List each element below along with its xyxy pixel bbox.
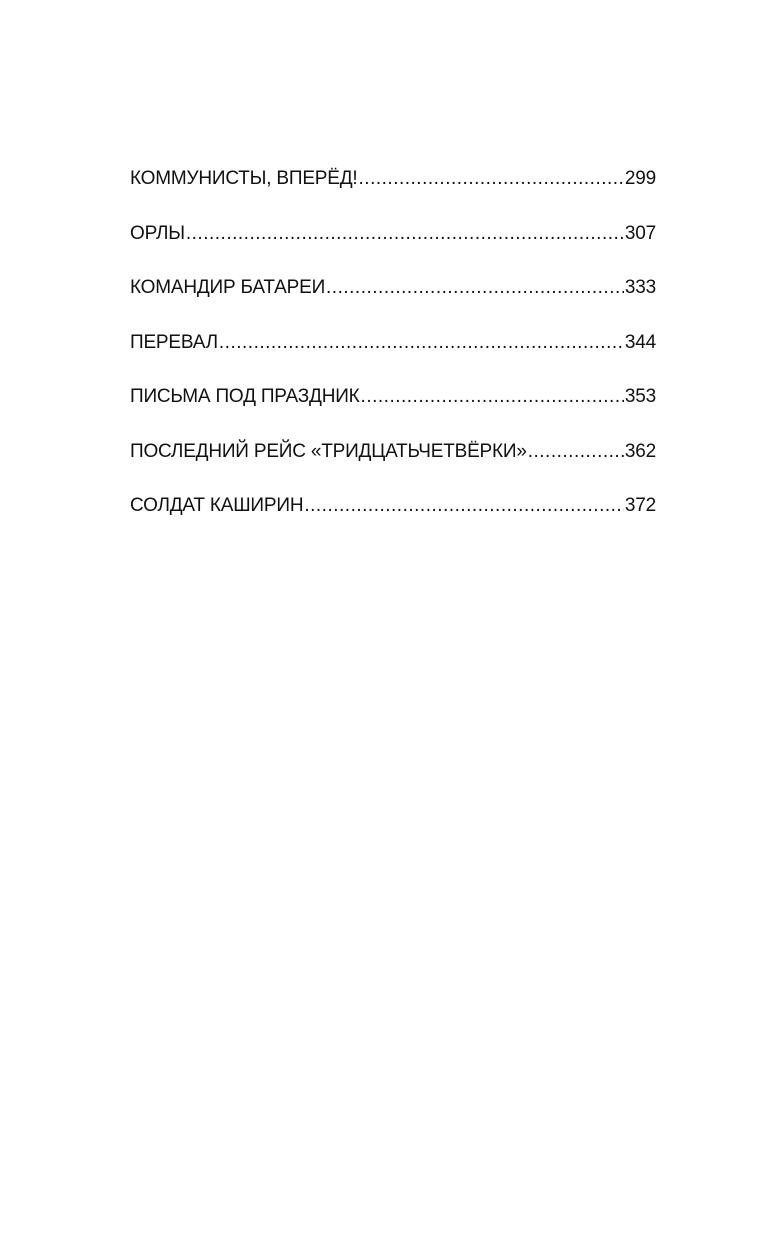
toc-entry-page: 333 [624,277,656,298]
toc-entry-page: 344 [624,331,656,353]
toc-dot-leader [528,441,624,463]
table-of-contents [130,168,656,550]
toc-entry[interactable] [130,168,656,223]
toc-entry-page: 372 [624,495,656,516]
toc-entry[interactable] [130,277,656,332]
toc-entry-page: 307 [624,222,656,244]
toc-entry-title: КОММУНИСТЫ, ВПЕРЁД! [130,168,358,189]
toc-dot-leader [359,168,624,190]
toc-entry-title: ОРЛЫ [130,222,185,244]
toc-entry[interactable] [130,441,656,496]
toc-entry[interactable] [130,495,656,550]
toc-entry-title: КОМАНДИР БАТАРЕИ [130,277,326,298]
toc-entry-title: ПИСЬМА ПОД ПРАЗДНИК [130,386,360,407]
toc-dot-leader [304,495,624,517]
toc-dot-leader [326,277,624,299]
toc-dot-leader [361,386,624,408]
toc-entry[interactable] [130,223,656,278]
toc-dot-leader [186,223,624,245]
toc-entry-page: 353 [624,386,656,407]
toc-entry[interactable] [130,332,656,387]
toc-entry-page: 362 [624,440,656,462]
toc-entry-page: 299 [624,168,656,189]
toc-entry-title: ПОСЛЕДНИЙ РЕЙС «ТРИДЦАТЬЧЕТВЁРКИ» [130,440,527,462]
toc-entry[interactable] [130,386,656,441]
toc-entry-title: ПЕРЕВАЛ [130,331,218,353]
toc-entry-title: СОЛДАТ КАШИРИН [130,495,304,516]
toc-dot-leader [219,332,624,354]
